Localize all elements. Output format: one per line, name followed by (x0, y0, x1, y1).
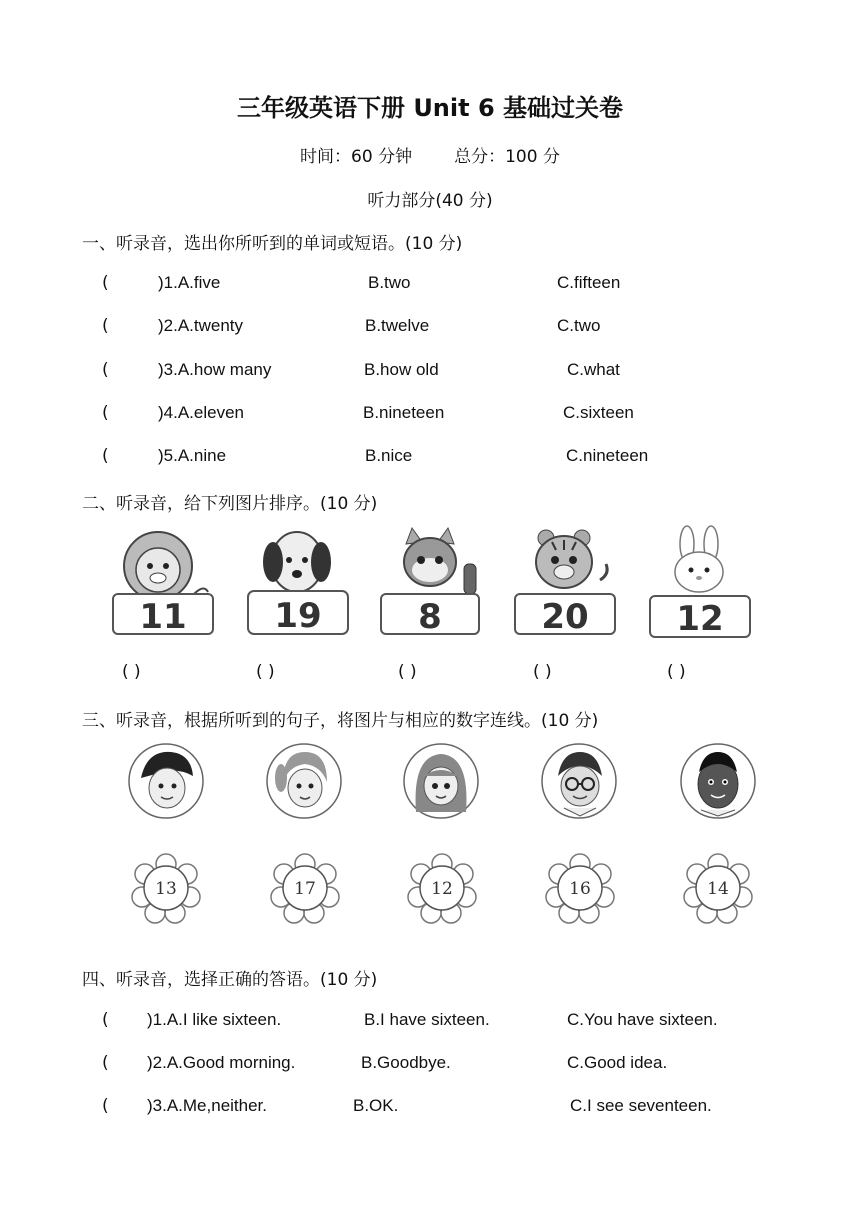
exam-meta (0, 142, 860, 167)
answer-bracket[interactable]: ( (102, 1096, 109, 1116)
flower-number[interactable] (272, 855, 338, 921)
option-b: B.Goodbye. (361, 1053, 451, 1072)
boy-glasses-face-icon[interactable] (540, 742, 618, 820)
card-number: 11 (139, 597, 187, 637)
order-bracket[interactable]: ( ) (122, 662, 141, 682)
flower-number-label: 14 (707, 879, 729, 899)
option-b: B.nineteen (363, 403, 445, 422)
animal-card (108, 524, 218, 639)
card-number: 12 (676, 599, 724, 639)
card-number: 8 (418, 597, 442, 637)
section-2-heading: 二、听录音，给下列图片排序。(10 分) (82, 494, 378, 514)
question-stem: )3.A.Me,neither. (147, 1096, 268, 1115)
question-stem: )4.A.eleven (158, 403, 244, 422)
order-bracket[interactable]: ( ) (667, 662, 686, 682)
section-3-heading: 三、听录音，根据所听到的句子，将图片与相应的数字连线。(10 分) (82, 711, 599, 731)
dog-icon (263, 532, 331, 592)
total-score: 总分：100 分 (454, 147, 560, 167)
option-b: B.I have sixteen. (364, 1010, 490, 1029)
option-b: B.how old (364, 360, 439, 379)
option-b: B.two (368, 273, 411, 292)
flower-number-label: 12 (431, 879, 453, 899)
time-limit: 时间：60 分钟 (300, 147, 413, 167)
flower-number-label: 16 (569, 879, 591, 899)
card-number: 20 (541, 597, 589, 637)
page-title: 三年级英语下册 Unit 6 基础过关卷 (236, 94, 624, 122)
flower-number-label: 17 (294, 879, 316, 899)
order-bracket[interactable]: ( ) (398, 662, 417, 682)
question-stem: )2.A.twenty (158, 316, 244, 335)
option-c: C.two (557, 316, 601, 335)
question-stem: )5.A.nine (158, 446, 227, 465)
flower-number[interactable] (547, 855, 613, 921)
order-bracket[interactable]: ( ) (256, 662, 275, 682)
animal-card (512, 524, 622, 639)
option-b: B.nice (365, 446, 413, 465)
option-c: C.sixteen (563, 403, 634, 422)
option-b: B.OK. (353, 1096, 399, 1115)
answer-bracket[interactable]: ( (102, 360, 109, 380)
girl-ponytail-face-icon[interactable] (265, 742, 343, 820)
option-c: C.I see seventeen. (570, 1096, 712, 1115)
question-stem: )2.A.Good morning. (147, 1053, 296, 1072)
answer-bracket[interactable]: ( (102, 273, 109, 293)
flower-number[interactable] (409, 855, 475, 921)
option-c: C.You have sixteen. (567, 1010, 718, 1029)
boy-dark-skin-face-icon[interactable] (679, 742, 757, 820)
answer-bracket[interactable]: ( (102, 316, 109, 336)
section-4-heading: 四、听录音，选择正确的答语。(10 分) (82, 970, 378, 990)
tiger-icon (536, 530, 607, 588)
flower-number[interactable] (685, 855, 751, 921)
question-stem: )1.A.I like sixteen. (147, 1010, 282, 1029)
girl-long-hair-face-icon[interactable] (402, 742, 480, 820)
question-stem: )3.A.how many (158, 360, 272, 379)
listening-header: 听力部分(40 分) (367, 191, 493, 211)
answer-bracket[interactable]: ( (102, 403, 109, 423)
animal-card (245, 524, 355, 639)
animal-card (647, 524, 757, 639)
order-bracket[interactable]: ( ) (533, 662, 552, 682)
section-1-heading: 一、听录音，选出你所听到的单词或短语。(10 分) (82, 234, 463, 254)
flower-number-label: 13 (155, 879, 177, 899)
raccoon-icon (404, 528, 476, 594)
question-stem: )1.A.five (158, 273, 221, 292)
answer-bracket[interactable]: ( (102, 1053, 109, 1073)
answer-bracket[interactable]: ( (102, 446, 109, 466)
flower-number[interactable] (133, 855, 199, 921)
option-c: C.Good idea. (567, 1053, 668, 1072)
option-b: B.twelve (365, 316, 430, 335)
option-c: C.what (567, 360, 620, 379)
boy-face-icon[interactable] (127, 742, 205, 820)
rabbit-icon (675, 526, 723, 592)
option-c: C.fifteen (557, 273, 621, 292)
lion-icon (124, 532, 208, 600)
card-number: 19 (274, 596, 322, 636)
answer-bracket[interactable]: ( (102, 1010, 109, 1030)
animal-card (378, 524, 488, 639)
option-c: C.nineteen (566, 446, 649, 465)
